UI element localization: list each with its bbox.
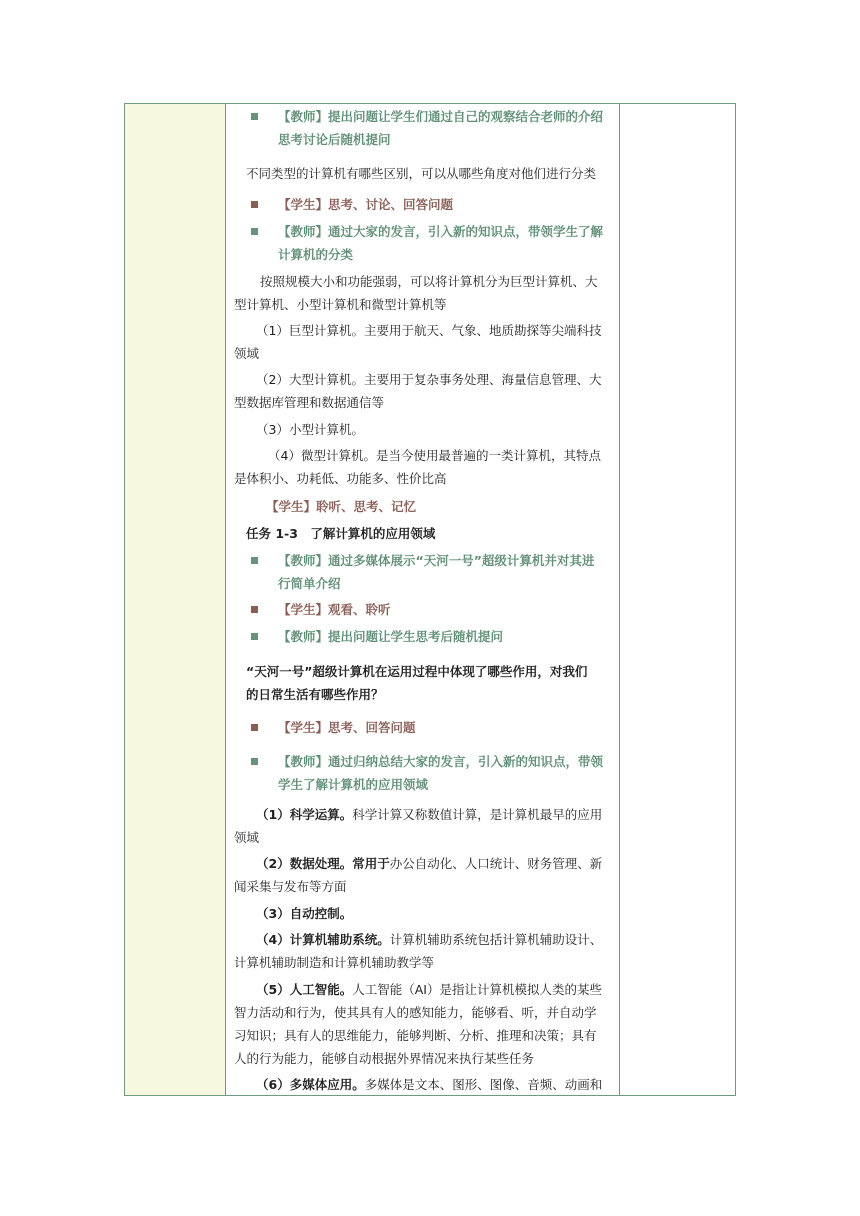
task-heading: 任务 1-3 了解计算机的应用领域	[246, 526, 436, 541]
body-text: 是体积小、功耗低、功能多、性价比高	[234, 471, 447, 486]
item-label: （4）计算机辅助系统。	[256, 932, 390, 947]
body-text: （4）微型计算机。是当今使用最普遍的一类计算机，其特点	[268, 448, 601, 463]
lesson-table	[124, 103, 736, 1096]
body-text	[256, 928, 602, 951]
content-column	[226, 104, 620, 1095]
student-line: 【学生】思考、讨论、回答问题	[278, 197, 454, 212]
teacher-line: 思考讨论后随机提问	[278, 132, 391, 147]
bullet-icon	[251, 633, 258, 640]
right-column	[620, 104, 735, 1095]
item-text: 办公自动化、人口统计、财务管理、新	[389, 856, 603, 871]
body-text: （1）巨型计算机。主要用于航天、气象、地质勘探等尖端科技	[256, 323, 602, 338]
item-text: 人工智能（AI）是指让计算机模拟人类的某些	[352, 982, 602, 997]
teacher-line: 学生了解计算机的应用领域	[278, 777, 429, 792]
body-text	[256, 803, 602, 826]
question-text: 的日常生活有哪些作用？	[246, 687, 384, 702]
teacher-line: 【教师】通过大家的发言，引入新的知识点，带领学生了解	[278, 224, 604, 239]
item-text: 计算机辅助系统包括计算机辅助设计、	[389, 932, 603, 947]
body-text	[256, 902, 352, 925]
body-text: 习知识；具有人的思维能力，能够判断、分析、推理和决策；具有	[234, 1028, 597, 1043]
teacher-line: 【教师】提出问题让学生们通过自己的观察结合老师的介绍	[278, 109, 604, 124]
body-text: 按照规模大小和功能强弱，可以将计算机分为巨型计算机、大	[260, 274, 598, 289]
body-text: 人的行为能力，能够自动根据外界情况来执行某些任务	[234, 1051, 535, 1066]
bullet-icon	[251, 606, 258, 613]
bullet-icon	[251, 557, 258, 564]
bullet-icon	[251, 113, 258, 120]
item-label: （5）人工智能。	[256, 982, 353, 997]
teacher-line: 【教师】通过多媒体展示“天河一号”超级计算机并对其进	[278, 553, 595, 568]
body-text: 计算机辅助制造和计算机辅助教学等	[234, 955, 435, 970]
teacher-line: 【教师】通过归纳总结大家的发言，引入新的知识点，带领	[278, 754, 604, 769]
teacher-line: 计算机的分类	[278, 247, 354, 262]
question-text: “天河一号”超级计算机在运用过程中体现了哪些作用，对我们	[246, 664, 588, 679]
teacher-line: 行简单介绍	[278, 576, 341, 591]
body-text: 型计算机、小型计算机和微型计算机等	[234, 297, 447, 312]
item-label: （1）科学运算。	[256, 807, 353, 822]
student-line: 【学生】聆听、思考、记忆	[266, 499, 417, 514]
bullet-icon	[251, 228, 258, 235]
body-text	[256, 852, 602, 875]
student-line: 【学生】观看、聆听	[278, 602, 391, 617]
body-text: （3）小型计算机。	[256, 422, 364, 437]
body-text: 领域	[234, 830, 260, 845]
question-text: 不同类型的计算机有哪些区别，可以从哪些角度对他们进行分类	[246, 166, 597, 181]
body-text: 型数据库管理和数据通信等	[234, 395, 385, 410]
teacher-line: 【教师】提出问题让学生思考后随机提问	[278, 629, 504, 644]
bullet-icon	[251, 724, 258, 731]
body-text	[256, 1073, 602, 1096]
item-label: （6）多媒体应用。	[256, 1077, 365, 1092]
bullet-icon	[251, 201, 258, 208]
body-text	[256, 978, 602, 1001]
body-text: 智力活动和行为，使其具有人的感知能力，能够看、听，并自动学	[234, 1005, 597, 1020]
body-text: 领域	[234, 346, 260, 361]
item-text: 多媒体是文本、图形、图像、音频、动画和	[364, 1077, 603, 1092]
item-text: 科学计算又称数值计算，是计算机最早的应用	[352, 807, 603, 822]
student-line: 【学生】思考、回答问题	[278, 720, 416, 735]
bullet-icon	[251, 758, 258, 765]
body-text: 闻采集与发布等方面	[234, 879, 347, 894]
item-label: （3）自动控制。	[256, 906, 353, 921]
left-column	[125, 104, 226, 1095]
item-label: （2）数据处理。常用于	[256, 856, 390, 871]
body-text: （2）大型计算机。主要用于复杂事务处理、海量信息管理、大	[256, 372, 602, 387]
